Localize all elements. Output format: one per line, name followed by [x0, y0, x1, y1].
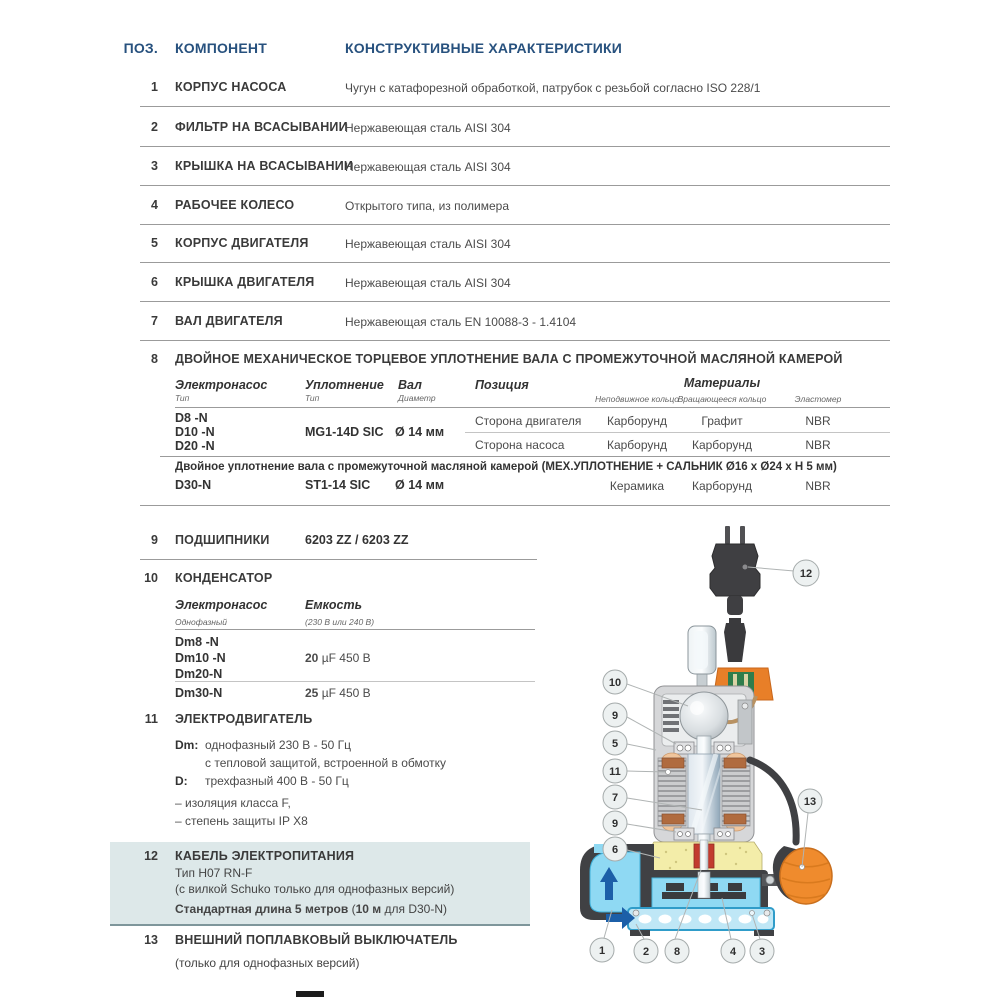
component-name: ФИЛЬТР НА ВСАСЫВАНИИ: [175, 120, 348, 134]
cable-length-bold2: 10 м: [355, 902, 382, 916]
callout-5: [603, 731, 627, 755]
row-num: 1: [151, 80, 158, 94]
seal-col-shaft: Вал: [398, 378, 422, 392]
cap-value-unit: µF 450 В: [318, 686, 371, 700]
callout-11: [603, 759, 627, 783]
svg-text:3: 3: [758, 946, 766, 958]
cable-length: [175, 902, 447, 916]
divider: [160, 456, 890, 457]
cap-value-unit: µF 450 В: [318, 651, 371, 665]
seal-col-elastomer: Эластомер: [794, 394, 842, 404]
seal-type-d30: ST1-14 SIC: [305, 478, 371, 492]
svg-text:1: 1: [598, 945, 606, 957]
divider: [140, 340, 890, 341]
seal-col-shaft-sub: Диаметр: [398, 393, 436, 403]
motor-d-label: D:: [175, 774, 188, 788]
callout-13: [798, 789, 822, 813]
capacitor-name: КОНДЕНСАТОР: [175, 571, 273, 585]
row-num: 10: [144, 571, 158, 585]
row-num: 8: [151, 352, 158, 366]
seal-model: D10 -N: [175, 425, 215, 439]
cable-length-bold: Стандартная длина 5 метров: [175, 902, 349, 916]
cable-name: КАБЕЛЬ ЭЛЕКТРОПИТАНИЯ: [175, 849, 355, 863]
motor-d-text: трехфазный 400 В - 50 Гц: [205, 774, 349, 788]
cable-note: (с вилкой Schuko только для однофазных версий): [175, 882, 455, 896]
cap-value: [305, 651, 371, 665]
column-header-characteristics: КОНСТРУКТИВНЫЕ ХАРАКТЕРИСТИКИ: [345, 40, 623, 56]
cable-length-normal2: для D30-N): [381, 902, 447, 916]
seal-position: Сторона насоса: [475, 438, 565, 452]
component-desc: Чугун с катафорезной обработкой, патрубок с резьбой согласно ISO 228/1: [345, 81, 761, 95]
callout-3: [750, 939, 774, 963]
divider: [140, 301, 890, 302]
float-switch-note: (только для однофазных версий): [175, 956, 360, 970]
svg-text:5: 5: [611, 738, 619, 750]
suction-strainer: [606, 907, 774, 936]
cap-value-num: 25: [305, 686, 319, 700]
divider: [140, 146, 890, 147]
float-cable: [750, 760, 796, 842]
seal-stationary: Карборунд: [606, 438, 668, 452]
seal-stationary-d30: Керамика: [609, 479, 665, 493]
svg-text:4: 4: [729, 946, 737, 958]
component-name: КОРПУС НАСОСА: [175, 80, 287, 94]
cable-length-normal: (: [348, 902, 356, 916]
divider: [140, 106, 890, 107]
cable-type: Тип H07 RN-F: [175, 866, 253, 880]
callout-1: [590, 938, 614, 962]
component-name: РАБОЧЕЕ КОЛЕСО: [175, 198, 295, 212]
seal-col-pump-sub: Тип: [175, 393, 190, 403]
cap-col-pump: Электронасос: [175, 598, 268, 612]
motor-bullet: – степень защиты IP X8: [175, 814, 308, 828]
row-num: 7: [151, 314, 158, 328]
seal-col-seal: Уплотнение: [305, 378, 384, 392]
motor-dm-text2: с тепловой защитой, встроенной в обмотку: [205, 756, 447, 770]
row-num: 13: [144, 933, 158, 947]
seal-position: Сторона двигателя: [475, 414, 582, 428]
float-switch-name: ВНЕШНИЙ ПОПЛАВКОВЫЙ ВЫКЛЮЧАТЕЛЬ: [175, 933, 458, 947]
bearings-name: ПОДШИПНИКИ: [175, 533, 270, 547]
callout-12: [793, 560, 819, 586]
column-header-pos: ПОЗ.: [123, 40, 158, 56]
cap-value-num: 20: [305, 651, 319, 665]
svg-text:13: 13: [803, 796, 817, 808]
seal-model: D8 -N: [175, 411, 208, 425]
callout-10: [603, 670, 627, 694]
divider: [175, 681, 535, 682]
cap-model: Dm8 -N: [175, 635, 219, 649]
row-num: 12: [144, 849, 158, 863]
svg-text:12: 12: [799, 568, 813, 580]
pump-cutaway-diagram: [570, 510, 900, 985]
seal-model-d30: D30-N: [175, 478, 212, 492]
divider: [140, 505, 890, 506]
shaft-diameter: Ø 14 мм: [395, 425, 445, 439]
cap-value-dm30: [305, 686, 371, 700]
component-name: КРЫШКА НА ВСАСЫВАНИИ: [175, 159, 354, 173]
seal-elastomer: NBR: [805, 438, 831, 452]
callout-9-upper: [603, 703, 627, 727]
cap-model-dm30: Dm30-N: [175, 686, 223, 700]
svg-text:7: 7: [611, 792, 619, 804]
cap-col-pump-sub: Однофазный: [175, 617, 227, 627]
seal-elastomer-d30: NBR: [805, 479, 831, 493]
motor-name: ЭЛЕКТРОДВИГАТЕЛЬ: [175, 712, 313, 726]
svg-text:2: 2: [642, 946, 650, 958]
svg-text:6: 6: [611, 844, 619, 856]
seal-col-seal-sub: Тип: [305, 393, 320, 403]
motor-bullet: – изоляция класса F,: [175, 796, 291, 810]
seal-section-title: ДВОЙНОЕ МЕХАНИЧЕСКОЕ ТОРЦЕВОЕ УПЛОТНЕНИЕ ВАЛА С ПРОМЕЖУТОЧНОЙ МАСЛЯНОЙ КАМЕРОЙ: [175, 352, 843, 366]
svg-text:11: 11: [609, 766, 621, 778]
component-name: КОРПУС ДВИГАТЕЛЯ: [175, 236, 309, 250]
row-num: 9: [151, 533, 158, 547]
divider: [175, 407, 890, 408]
row-num: 6: [151, 275, 158, 289]
pump-handle: [688, 626, 716, 688]
motor-dm-text: однофазный 230 В - 50 Гц: [205, 738, 351, 752]
svg-text:10: 10: [608, 677, 622, 689]
component-desc: Открытого типа, из полимера: [345, 199, 509, 213]
seal-col-stationary: Неподвижное кольцо: [595, 394, 679, 404]
row-num: 11: [144, 712, 158, 726]
seal-rotating: Графит: [701, 414, 743, 428]
leader-dot: [750, 911, 755, 916]
seal-model: D20 -N: [175, 439, 215, 453]
svg-text:9: 9: [611, 710, 619, 722]
divider: [140, 185, 890, 186]
shaft-diameter-d30: Ø 14 мм: [395, 478, 445, 492]
callout-8: [665, 939, 689, 963]
cap-col-capacity-sub: (230 В или 240 В): [305, 617, 375, 627]
svg-text:9: 9: [611, 818, 619, 830]
cap-col-capacity: Емкость: [305, 598, 363, 612]
capacitor-ball: [680, 692, 728, 740]
seal-rotating: Карборунд: [691, 438, 753, 452]
component-desc: Нержавеющая сталь AISI 304: [345, 276, 511, 290]
column-header-component: КОМПОНЕНТ: [175, 40, 267, 56]
component-name: ВАЛ ДВИГАТЕЛЯ: [175, 314, 283, 328]
seal-col-pump: Электронасос: [175, 378, 268, 392]
footer-bar: [296, 991, 324, 997]
oil-chamber: [646, 840, 762, 874]
component-name: КРЫШКА ДВИГАТЕЛЯ: [175, 275, 315, 289]
divider: [140, 559, 537, 560]
seal-rotating-d30: Карборунд: [691, 479, 753, 493]
seal-type: MG1-14D SIC: [305, 425, 384, 439]
component-desc: Нержавеющая сталь EN 10088-3 - 1.4104: [345, 315, 577, 329]
divider: [465, 432, 890, 433]
leader-dot: [666, 770, 671, 775]
svg-text:8: 8: [673, 946, 681, 958]
callout-2: [634, 939, 658, 963]
row-num: 3: [151, 159, 158, 173]
row-num: 2: [151, 120, 158, 134]
seal-elastomer: NBR: [805, 414, 831, 428]
seal-col-materials: Материалы: [683, 376, 761, 390]
seal-stationary: Карборунд: [606, 414, 668, 428]
seal-col-position: Позиция: [475, 378, 529, 392]
row-num: 5: [151, 236, 158, 250]
cap-model: Dm10 -N: [175, 651, 226, 665]
motor-dm-label: Dm:: [175, 738, 199, 752]
cap-model: Dm20-N: [175, 667, 223, 681]
power-plug: [710, 526, 760, 662]
callout-9-lower: [603, 811, 627, 835]
divider: [175, 629, 535, 630]
divider: [140, 262, 890, 263]
callout-7: [603, 785, 627, 809]
divider: [140, 224, 890, 225]
bearings-value: 6203 ZZ / 6203 ZZ: [305, 533, 409, 547]
seal-col-rotating: Вращающееся кольцо: [677, 394, 767, 404]
component-desc: Нержавеющая сталь AISI 304: [345, 237, 511, 251]
component-desc: Нержавеющая сталь AISI 304: [345, 160, 511, 174]
callout-6: [603, 837, 627, 861]
component-desc: Нержавеющая сталь AISI 304: [345, 121, 511, 135]
callout-4: [721, 939, 745, 963]
row-num: 4: [151, 198, 158, 212]
double-seal-note: Двойное уплотнение вала с промежуточной масляной камерой (МЕХ.УПЛОТНЕНИЕ + САЛЬНИК Ø16 x Ø24 x H 5 мм): [175, 461, 837, 473]
